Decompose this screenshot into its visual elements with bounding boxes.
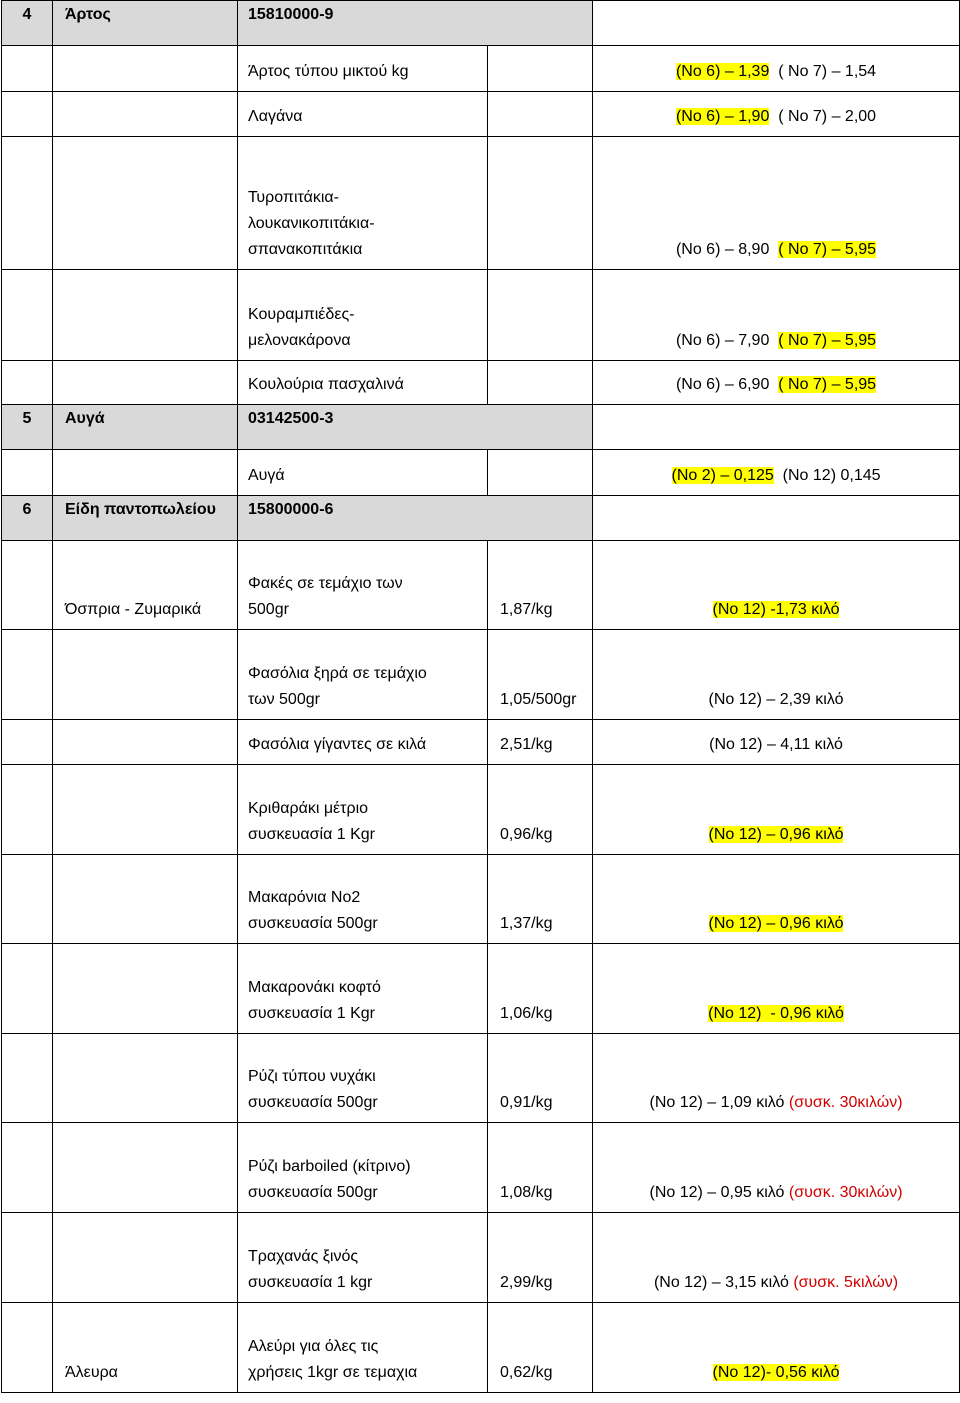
category-cell [53,541,238,630]
section-name: Άρτος [53,1,238,46]
product-row [2,1123,960,1213]
product-name-line: Φασόλια γίγαντες σε κιλά [248,736,427,753]
category-cell [53,720,238,765]
offer-price-cell [593,855,960,944]
number-cell [2,855,53,944]
number-cell [2,92,53,137]
product-name-cell [238,92,488,137]
category-cell [53,361,238,405]
price-segment: (Νο 6) – 1,90 [675,108,770,125]
price-segment: (Νο 12) – 0,95 κιλό [649,1184,789,1201]
product-row [2,92,960,137]
product-row [2,765,960,855]
number-cell [2,765,53,855]
product-name-line: Λαγάνα [248,108,303,125]
category-cell [53,92,238,137]
product-name-line: των 500gr [248,691,320,708]
number-cell [2,541,53,630]
unit-price-cell [488,92,593,137]
price-segment: (Νο 6) – 7,90 [675,332,779,349]
product-name-cell [238,270,488,361]
price-segment: (Νο 12) -1,73 κιλό [712,601,840,618]
product-row [2,1213,960,1303]
price-segment: (συσκ. 30κιλών) [788,1184,903,1201]
section-number: 6 [2,496,53,541]
offer-price-text [676,63,876,80]
price-table [1,0,960,1393]
unit-price-cell [488,270,593,361]
product-name-line: Κουραμπιέδες- [248,306,355,323]
offer-price-text [649,1094,902,1111]
product-name-line: Τυροπιτάκια- [248,189,339,206]
offer-price-text [709,915,844,932]
product-name-line: συσκευασία 500gr [248,915,378,932]
price-segment: (συσκ. 30κιλών) [788,1094,903,1111]
unit-price-cell [488,137,593,270]
category-cell [53,765,238,855]
section-number: 4 [2,1,53,46]
price-segment: (Νο 12) – 3,15 κιλό [653,1274,794,1291]
offer-price-cell [593,1303,960,1393]
product-name-line: Ρύζι barboiled (κίτρινο) [248,1158,411,1175]
price-segment: (Νο 12) – 2,39 κιλό [708,691,844,708]
category-text: Άλευρα [65,1364,118,1381]
offer-price-text [709,691,844,708]
section-empty-cell [593,1,960,46]
product-name-cell [238,765,488,855]
section-header-row [2,405,960,450]
offer-price-text [709,826,844,843]
category-cell [53,1213,238,1303]
offer-price-cell [593,361,960,405]
product-name-line: συσκευασία 1 kgr [248,1274,373,1291]
offer-price-text [713,1364,840,1381]
price-segment: (Νο 12) – 1,09 κιλό [649,1094,789,1111]
product-name-line: Μακαρονάκι κοφτό [248,979,381,996]
product-name-cell [238,1213,488,1303]
price-segment: (συσκ. 5κιλών) [793,1274,899,1291]
unit-price-cell [488,361,593,405]
price-segment: ( Νο 7) – 5,95 [778,241,877,258]
product-name-line: σπανακοπιτάκια [248,241,363,258]
product-name-line: συσκευασία 1 Kgr [248,1005,375,1022]
offer-price-cell [593,1213,960,1303]
product-name-line: λουκανικοπιτάκια- [248,215,375,232]
unit-price-cell [488,765,593,855]
product-name-line: Μακαρόνια Νο2 [248,889,361,906]
unit-price-text: 1,05/500gr [500,691,577,708]
product-name-cell [238,944,488,1034]
number-cell [2,46,53,92]
offer-price-cell [593,270,960,361]
price-segment: (Νο 6) – 6,90 [675,376,779,393]
offer-price-cell [593,450,960,496]
number-cell [2,944,53,1034]
category-cell [53,450,238,496]
section-empty-cell [593,496,960,541]
cpv-code [238,405,593,450]
section-header-row [2,496,960,541]
offer-price-cell [593,137,960,270]
product-row [2,720,960,765]
product-name-cell [238,720,488,765]
product-name-cell [238,137,488,270]
number-cell [2,1213,53,1303]
category-cell [53,137,238,270]
cpv-code-text: 15810000-9 [248,6,334,23]
product-row [2,855,960,944]
price-segment: (Νο 2) – 0,125 [671,467,774,484]
unit-price-text: 1,08/kg [500,1184,553,1201]
product-name-line: συσκευασία 500gr [248,1094,378,1111]
product-name-cell [238,541,488,630]
price-segment: (Νο 12) – 0,96 κιλό [708,826,844,843]
product-name-line: Κριθαράκι μέτριο [248,800,369,817]
product-row [2,541,960,630]
price-segment: (Νο 12) – 0,96 κιλό [708,915,844,932]
product-name-cell [238,630,488,720]
product-row [2,1034,960,1123]
product-name-cell [238,46,488,92]
price-segment: (Νο 12)- 0,56 κιλό [712,1364,840,1381]
product-name-line: Άρτος τύπου μικτού kg [248,63,409,80]
product-row [2,1303,960,1393]
offer-price-cell [593,541,960,630]
number-cell [2,720,53,765]
product-name-line: Τραχανάς ξινός [248,1248,359,1265]
unit-price-text: 1,06/kg [500,1005,553,1022]
product-name-line: Αλεύρι για όλες τις [248,1338,379,1355]
product-name-line: Αυγά [248,467,285,484]
section-header-row [2,1,960,46]
category-cell [53,630,238,720]
unit-price-text: 0,62/kg [500,1364,553,1381]
number-cell [2,1034,53,1123]
cpv-code-text: 03142500-3 [248,410,334,427]
offer-price-cell [593,765,960,855]
category-cell [53,1123,238,1213]
category-cell [53,1034,238,1123]
product-row [2,137,960,270]
price-segment: (Νο 12) - 0,96 κιλό [708,1005,844,1022]
category-cell [53,944,238,1034]
price-segment: ( Νο 7) – 5,95 [778,332,877,349]
offer-price-cell [593,1034,960,1123]
offer-price-text [676,108,876,125]
number-cell [2,361,53,405]
unit-price-cell [488,720,593,765]
cpv-code-text: 15800000-6 [248,501,334,518]
offer-price-cell [593,944,960,1034]
number-cell [2,1123,53,1213]
unit-price-cell [488,541,593,630]
section-name: Είδη παντοπωλείου [53,496,238,541]
product-name-line: συσκευασία 500gr [248,1184,378,1201]
price-segment: (Νο 6) – 1,39 [675,63,770,80]
product-name-cell [238,361,488,405]
price-segment: ( Νο 7) – 5,95 [778,376,877,393]
number-cell [2,1303,53,1393]
price-segment: (Νο 12) 0,145 [773,467,881,484]
product-row [2,630,960,720]
product-name-line: Φασόλια ξηρά σε τεμάχιο [248,665,427,682]
product-name-line: χρήσεις 1kgr σε τεμαχια [248,1364,418,1381]
offer-price-text [708,1005,844,1022]
unit-price-cell [488,855,593,944]
number-cell [2,137,53,270]
price-segment: (Νο 12) – 4,11 κιλό [709,736,843,753]
product-name-cell [238,855,488,944]
product-name-line: Φακές σε τεμάχιο των [248,575,403,592]
product-row [2,270,960,361]
category-cell [53,1303,238,1393]
number-cell [2,270,53,361]
unit-price-cell [488,450,593,496]
price-table-body [2,1,960,1393]
cpv-code [238,1,593,46]
product-name-line: 500gr [248,601,289,618]
price-segment: (Νο 6) – 8,90 [675,241,779,258]
cpv-code [238,496,593,541]
unit-price-text: 0,96/kg [500,826,553,843]
offer-price-text [676,376,876,393]
unit-price-text: 1,87/kg [500,601,553,618]
section-name: Αυγά [53,405,238,450]
category-text: Όσπρια - Ζυμαρικά [65,601,202,618]
offer-price-text [676,241,876,258]
price-segment: ( Νο 7) – 1,54 [769,63,877,80]
offer-price-text [676,332,876,349]
unit-price-cell [488,46,593,92]
price-segment: ( Νο 7) – 2,00 [769,108,877,125]
unit-price-text: 1,37/kg [500,915,553,932]
product-name-cell [238,450,488,496]
category-cell [53,270,238,361]
offer-price-text [672,467,881,484]
product-row [2,450,960,496]
unit-price-cell [488,1303,593,1393]
unit-price-cell [488,630,593,720]
unit-price-text: 2,51/kg [500,736,553,753]
offer-price-cell [593,46,960,92]
unit-price-cell [488,1034,593,1123]
product-name-cell [238,1303,488,1393]
product-name-line: Κουλούρια πασχαλινά [248,376,404,393]
unit-price-cell [488,1213,593,1303]
number-cell [2,630,53,720]
product-name-cell [238,1034,488,1123]
product-row [2,361,960,405]
section-number: 5 [2,405,53,450]
offer-price-cell [593,630,960,720]
unit-price-cell [488,944,593,1034]
offer-price-text [709,736,843,753]
product-row [2,944,960,1034]
unit-price-text: 0,91/kg [500,1094,553,1111]
unit-price-cell [488,1123,593,1213]
product-name-line: μελονακάρονα [248,332,351,349]
section-empty-cell [593,405,960,450]
offer-price-cell [593,720,960,765]
unit-price-text: 2,99/kg [500,1274,553,1291]
category-cell [53,46,238,92]
offer-price-cell [593,92,960,137]
product-row [2,46,960,92]
offer-price-text [649,1184,902,1201]
category-cell [53,855,238,944]
product-name-line: Ρύζι τύπου νυχάκι [248,1068,376,1085]
offer-price-text [654,1274,898,1291]
offer-price-cell [593,1123,960,1213]
number-cell [2,450,53,496]
product-name-cell [238,1123,488,1213]
product-name-line: συσκευασία 1 Kgr [248,826,375,843]
offer-price-text [713,601,840,618]
